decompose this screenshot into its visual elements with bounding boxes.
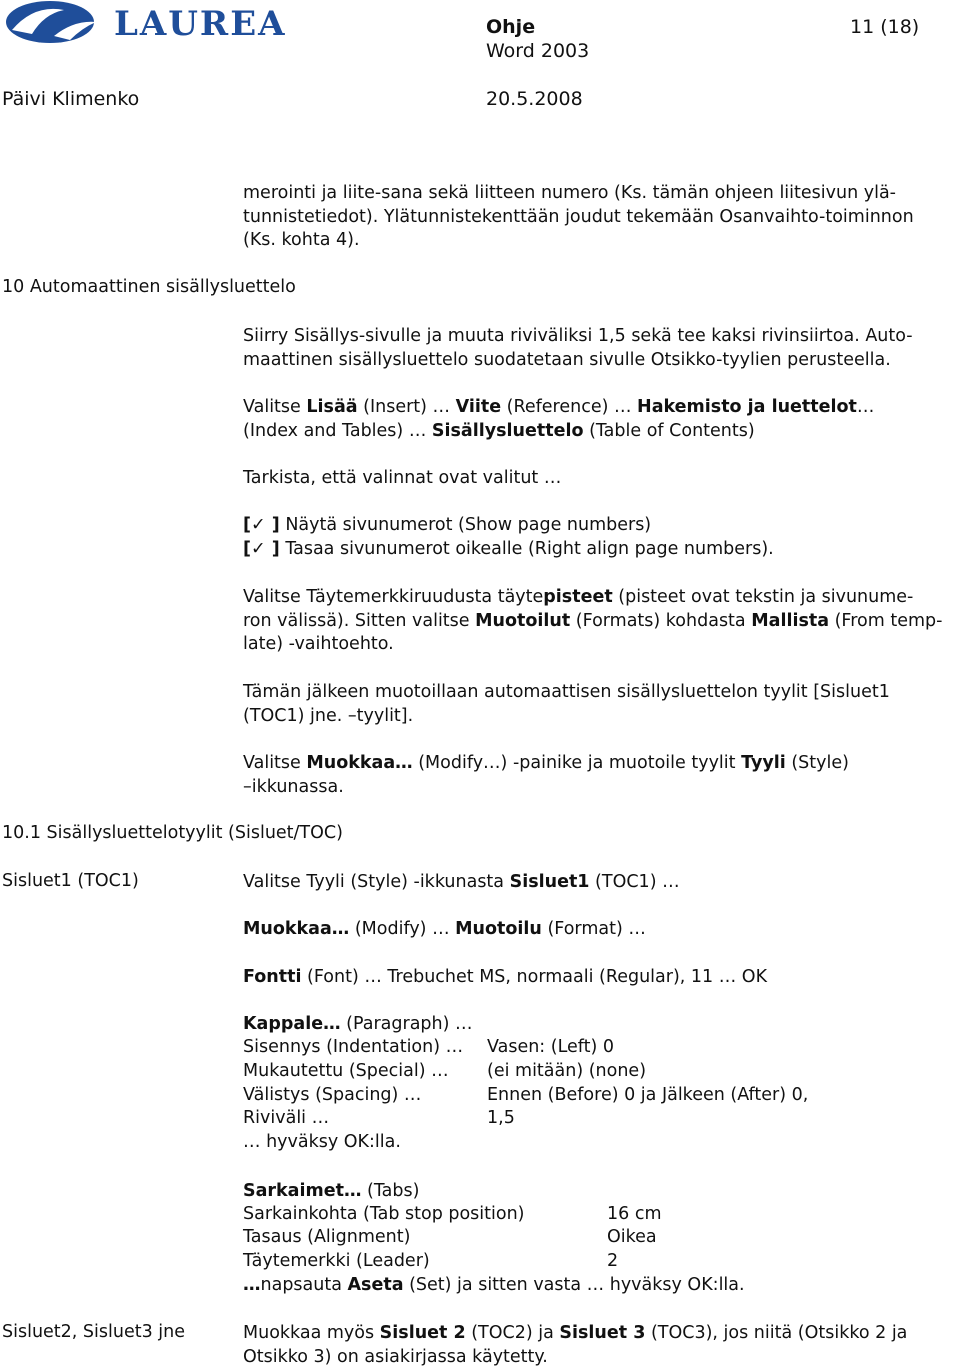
setting-value: 1,5 <box>487 1108 515 1128</box>
text: (TOC2) ja <box>465 1323 560 1343</box>
text-line <box>243 1180 955 1204</box>
bold-term: Muokkaa… <box>243 919 350 939</box>
text: Näytä sivunumerot (Show page numbers) <box>279 515 652 535</box>
paragraph-6 <box>243 752 955 799</box>
text: (Index and Tables) … <box>243 420 432 441</box>
text-line <box>243 918 955 942</box>
paragraph-1 <box>243 325 955 372</box>
bold-term: Sisluet 3 <box>559 1323 646 1343</box>
setting-label: Riviväli … <box>243 1108 330 1128</box>
text: (TOC1) … <box>589 872 680 892</box>
text: (pisteet ovat tekstin ja sivunume- <box>612 587 914 607</box>
setting-label: Tasaus (Alignment) <box>243 1227 411 1247</box>
bold-term: pisteet <box>543 587 613 607</box>
menu-toc: Sisällysluettelo <box>431 420 584 441</box>
bold-term: … <box>243 1275 261 1295</box>
paragraph-3 <box>243 467 955 491</box>
menu-reference: Viite <box>455 397 502 417</box>
setting-value: Oikea <box>607 1227 657 1247</box>
text-line <box>243 1013 955 1037</box>
bold-term: Sarkaimet… <box>243 1181 362 1201</box>
paragraph-settings <box>243 1013 955 1037</box>
laurea-emblem-icon <box>4 0 104 46</box>
toc2-toc3-note <box>243 1322 955 1369</box>
doc-title: Ohje <box>486 16 536 38</box>
section-heading-10: 10 Automaattinen sisällysluettelo <box>2 277 296 297</box>
text-line: merointi ja liite-sana sekä liitteen numero (Ks. tämän ohjeen liitesivun ylä- <box>243 183 896 203</box>
page-number: 11 (18) <box>850 16 920 38</box>
setting-label: Mukautettu (Special) … <box>243 1061 449 1081</box>
text: Valitse Täytemerkkiruudusta täyte <box>243 587 544 607</box>
author: Päivi Klimenko <box>2 88 140 110</box>
intro-paragraph <box>243 182 955 253</box>
text-line: tunnistetiedot). Ylätunnistekenttään joudut tekemään Osanvaihto-toiminnon <box>243 206 914 227</box>
setting-label: Sisennys (Indentation) … <box>243 1037 464 1057</box>
text: napsauta <box>260 1275 348 1295</box>
text: (Reference) … <box>501 397 638 417</box>
text-line: Tämän jälkeen muotoillaan automaattisen sisällysluettelon tyylit [Sisluet1 <box>243 682 890 702</box>
text: (Style) <box>785 753 849 773</box>
bold-term: Mallista <box>751 610 830 631</box>
setting-value: Vasen: (Left) 0 <box>487 1037 615 1057</box>
text: (Table of Contents) <box>583 420 755 441</box>
text-line: maattinen sisällysluettelo suodatetaan sivulle Otsikko-tyylien perusteella. <box>243 349 891 370</box>
logo-wordmark: LAUREA <box>114 4 287 44</box>
checkmark-icon: [✓ ] <box>243 538 280 559</box>
toc1-step-3 <box>243 966 955 990</box>
setting-label: Sarkainkohta (Tab stop position) <box>243 1204 525 1224</box>
text: (Paragraph) … <box>340 1014 473 1034</box>
text: (From temp- <box>829 610 943 631</box>
label-sisluet1: Sisluet1 (TOC1) <box>2 871 139 891</box>
text-line <box>243 752 955 776</box>
text: (TOC3), jos niitä (Otsikko 2 ja <box>645 1323 908 1343</box>
bold-term: Sisluet1 <box>509 872 590 892</box>
text-line <box>243 610 955 634</box>
text: (Modify) … <box>349 919 456 939</box>
doc-subtitle: Word 2003 <box>486 40 590 62</box>
text: (Format) … <box>541 919 646 939</box>
text: Valitse <box>243 753 307 773</box>
checkbox-item <box>243 538 955 562</box>
text: (Insert) … <box>357 397 456 417</box>
paragraph-5 <box>243 681 955 728</box>
menu-index-tables: Hakemisto ja luettelot <box>637 397 857 417</box>
text-line <box>243 871 955 895</box>
checkbox-item <box>243 514 955 538</box>
text: (Modify…) -painike ja muotoile tyylit <box>412 753 742 773</box>
setting-label: Täytemerkki (Leader) <box>243 1251 430 1271</box>
laurea-logo <box>4 0 287 46</box>
toc1-step-1 <box>243 871 955 895</box>
setting-value: Ennen (Before) 0 ja Jälkeen (After) 0, <box>487 1085 809 1105</box>
text: (Tabs) <box>361 1181 420 1201</box>
tabs-settings <box>243 1180 955 1204</box>
bold-term: Tyyli <box>741 753 786 773</box>
text-line <box>243 586 955 610</box>
text: Tasaa sivunumerot oikealle (Right align page numbers). <box>279 538 774 559</box>
text: Valitse Tyyli (Style) -ikkunasta <box>243 872 510 892</box>
text-line: Tarkista, että valinnat ovat valitut … <box>243 468 562 488</box>
text: ron välissä). Sitten valitse <box>243 610 476 631</box>
setting-value: 2 <box>607 1251 619 1271</box>
label-sisluet2-3: Sisluet2, Sisluet3 jne <box>2 1322 186 1342</box>
text-line <box>243 396 955 420</box>
text-line: Siirry Sisällys-sivulle ja muuta riviväliksi 1,5 sekä tee kaksi rivinsiirtoa. Auto- <box>243 326 913 346</box>
text-line: (Ks. kohta 4). <box>243 230 360 250</box>
setting-value: 16 cm <box>607 1204 662 1224</box>
bold-term: Kappale… <box>243 1014 341 1034</box>
text-line: Otsikko 3) on asiakirjassa käytetty. <box>243 1346 548 1367</box>
bold-term: Muotoilu <box>455 919 542 939</box>
text: Muokkaa myös <box>243 1323 380 1343</box>
text-line: … hyväksy OK:lla. <box>243 1132 401 1152</box>
setting-value: (ei mitään) (none) <box>487 1061 647 1081</box>
text-line <box>243 966 955 990</box>
text: (Font) … Trebuchet MS, normaali (Regular), 11 … OK <box>301 967 768 987</box>
paragraph-4 <box>243 586 955 657</box>
text-line <box>243 1322 955 1346</box>
text: (Formats) kohdasta <box>570 610 752 631</box>
bold-term: Aseta <box>347 1275 404 1295</box>
menu-insert: Lisää <box>306 397 358 417</box>
paragraph-2 <box>243 396 955 443</box>
checkmark-icon: [✓ ] <box>243 515 280 535</box>
section-heading-10-1: 10.1 Sisällysluettelotyylit (Sisluet/TOC) <box>2 823 343 843</box>
toc1-step-2 <box>243 918 955 942</box>
bold-term: Fontti <box>243 967 302 987</box>
text-line <box>243 420 955 444</box>
setting-label: Välistys (Spacing) … <box>243 1085 422 1105</box>
bold-term: Muokkaa… <box>306 753 413 773</box>
bold-term: Muotoilut <box>475 610 571 631</box>
checkbox-list <box>243 514 955 561</box>
text: Valitse <box>243 397 307 417</box>
text: (Set) ja sitten vasta … hyväksy OK:lla. <box>403 1275 745 1295</box>
date: 20.5.2008 <box>486 88 583 110</box>
text-line: (TOC1) jne. –tyylit]. <box>243 705 414 726</box>
text-line: late) -vaihtoehto. <box>243 634 394 654</box>
text: … <box>856 397 875 417</box>
bold-term: Sisluet 2 <box>379 1323 466 1343</box>
text-line: –ikkunassa. <box>243 776 344 797</box>
text-line <box>243 1275 745 1295</box>
